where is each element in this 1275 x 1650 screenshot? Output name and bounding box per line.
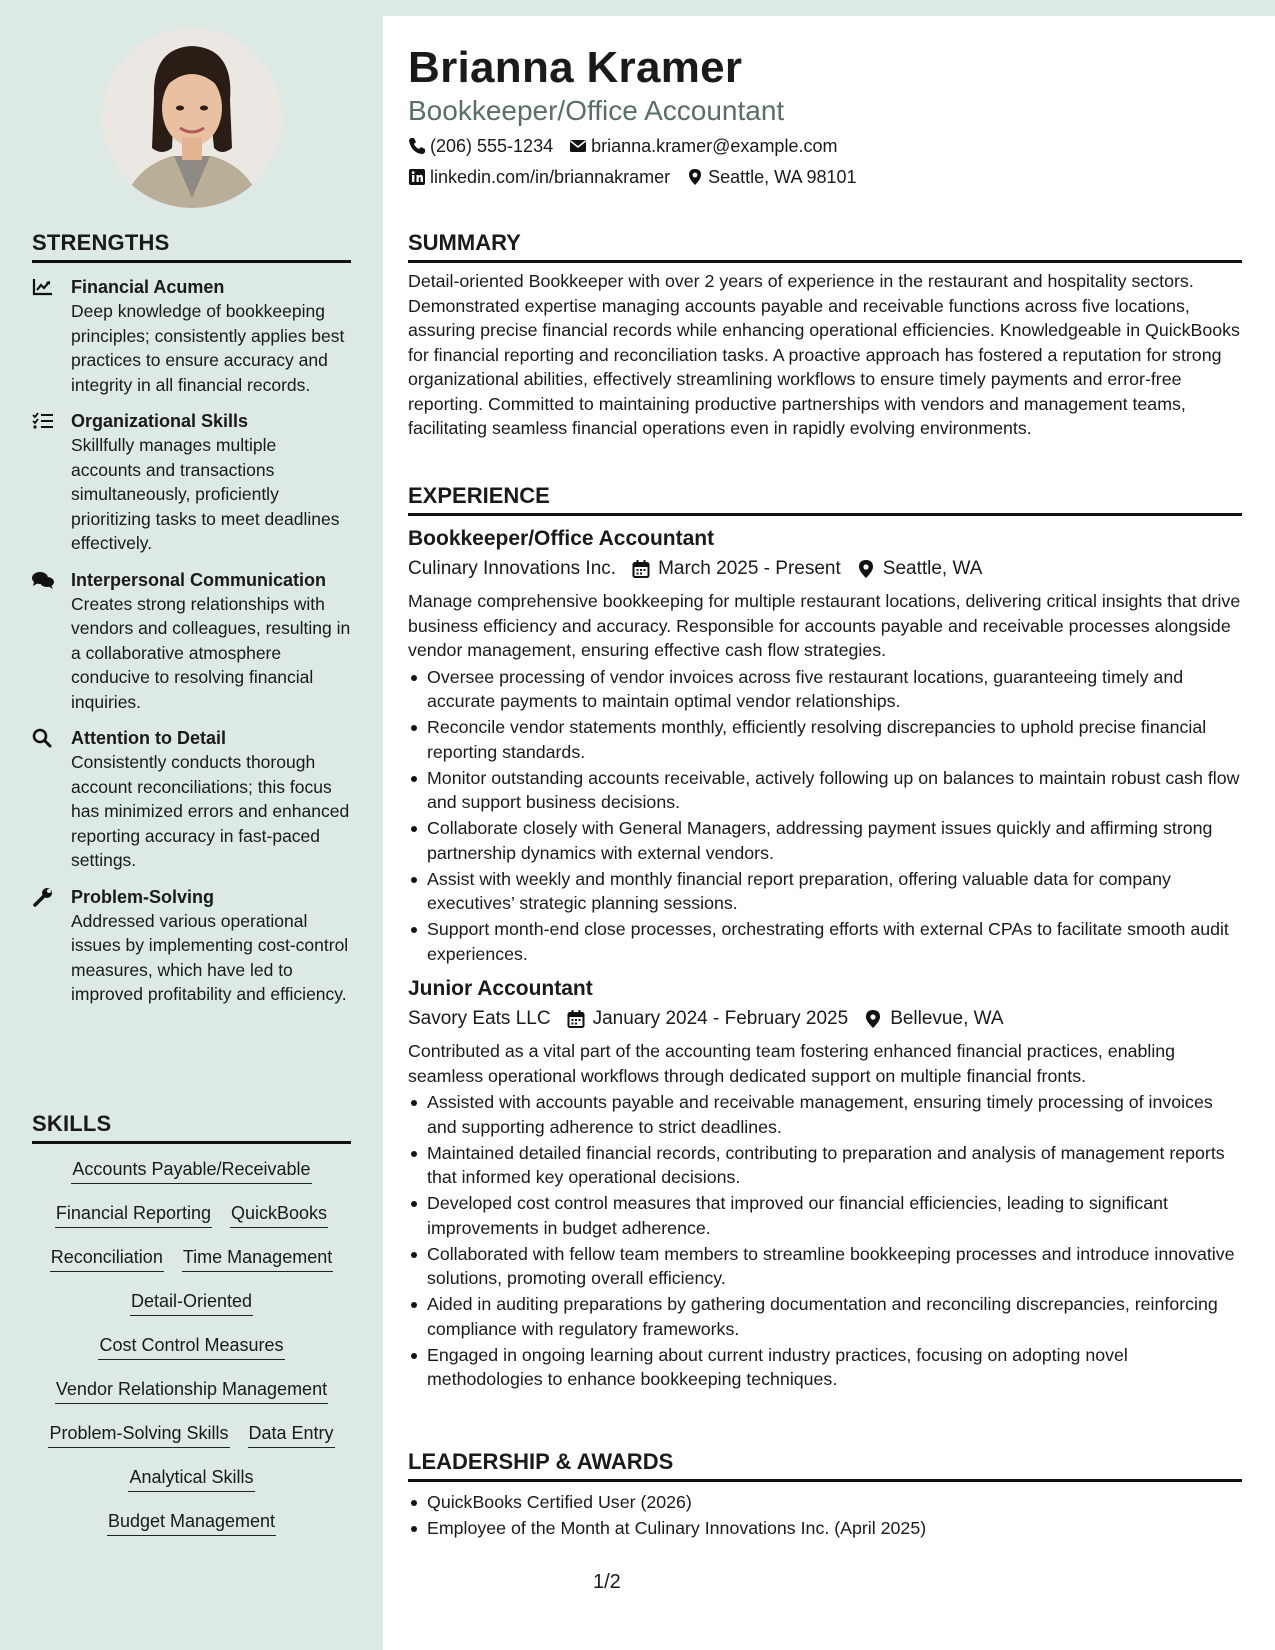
sidebar (0, 0, 383, 1650)
list-item: Collaborate closely with General Managers, addressing payment issues quickly and affirming strong partnership dynamics with external vendors. (408, 816, 1242, 865)
list-item: Maintained detailed financial records, contributing to preparation and analysis of management reports that informed key operational decisions. (408, 1141, 1242, 1190)
strength-desc: Deep knowledge of bookkeeping principles; consistently applies best practices to ensure accuracy and integrity in all financial records. (71, 301, 345, 395)
summary-text: Detail-oriented Bookkeeper with over 2 years of experience in the restaurant and hospitality sectors. Demonstrated expertise managing accounts payable and receivable functions across five locations, assuring precise financial records while enhancing operational efficiencies. Knowledgeable in QuickBooks for financial reporting and reconciliation tasks. A proactive approach has fostered a reputation for strong organizational abilities, effectively streamlining workflows to ensure timely payments and error-free reporting. Committed to maintaining productive partnerships with vendors and management teams, facilitating seamless financial operations even in rapidly evolving environments. (408, 271, 1240, 438)
list-item: Reconcile vendor statements monthly, efficiently resolving discrepancies to uphold precise financial reporting standards. (408, 715, 1242, 764)
skill-tag: Financial Reporting (55, 1200, 212, 1228)
strength-desc: Skillfully manages multiple accounts and transactions simultaneously, proficiently prioritizing tasks to meet deadlines effectively. (71, 435, 340, 553)
strength-title: Organizational Skills (71, 411, 249, 431)
strength-item (32, 568, 351, 715)
phone-item[interactable] (408, 134, 553, 158)
contact-row (408, 165, 873, 189)
linkedin-text: linkedin.com/in/briannakramer (430, 167, 671, 187)
skill-tag: Data Entry (248, 1420, 335, 1448)
list-item: Assist with weekly and monthly financial report preparation, offering valuable data for company executives’ strategic planning sessions. (408, 867, 1242, 916)
skills-heading: SKILLS (32, 1111, 351, 1144)
skill-tag: Reconciliation (50, 1244, 164, 1272)
comments-icon (32, 570, 54, 590)
email-item[interactable] (569, 134, 837, 158)
strength-title: Financial Acumen (71, 277, 225, 297)
job-dates: March 2025 - Present (658, 558, 841, 579)
location-item (686, 165, 856, 189)
job-title: Bookkeeper/Office Accountant (408, 527, 715, 550)
strength-desc: Consistently conducts thorough account reconciliations; this focus has minimized errors and enhanced reporting accuracy in fast-paced settings. (71, 752, 350, 870)
experience-section (408, 483, 1242, 1393)
map-pin-icon (686, 168, 704, 186)
skill-tag: Accounts Payable/Receivable (71, 1156, 311, 1184)
job-location: Seattle, WA (882, 558, 983, 579)
email-text: brianna.kramer@example.com (591, 136, 838, 156)
job-meta (408, 1005, 1242, 1033)
job-entry (408, 975, 1242, 1392)
list-check-icon (32, 411, 54, 431)
skill-tag: Budget Management (107, 1508, 276, 1536)
strength-title: Problem-Solving (71, 886, 215, 907)
skill-tag: Cost Control Measures (98, 1332, 284, 1360)
skills-list (32, 1144, 351, 1546)
phone-text: (206) 555-1234 (430, 136, 554, 156)
list-item: Aided in auditing preparations by gathering documentation and reconciling discrepancies, reinforcing compliance with regulatory frameworks. (408, 1292, 1242, 1341)
candidate-name: Brianna Kramer (408, 43, 743, 92)
awards-section (408, 1449, 1242, 1542)
job-dates: January 2024 - February 2025 (592, 1008, 849, 1029)
strength-desc: Creates strong relationships with vendors and colleagues, resulting in a collaborative atmosphere conducive to resolving financial inquiries. (71, 593, 351, 712)
job-description: Contributed as a vital part of the accounting team fostering enhanced financial practices, enabling seamless operational workflows through dedicated support on multiple financial fronts. (408, 1041, 1176, 1086)
job-description: Manage comprehensive bookkeeping for multiple restaurant locations, delivering critical insights that drive business efficiency and accuracy. Responsible for accounts payable and receivable processes alongside vendor management, ensuring effective cash flow strategies. (408, 591, 1241, 660)
strength-item (32, 275, 351, 397)
strength-title: Interpersonal Communication (71, 569, 327, 590)
location-text: Seattle, WA 98101 (708, 167, 857, 187)
calendar-icon (632, 559, 650, 579)
linkedin-item[interactable] (408, 165, 670, 189)
job-entry (408, 525, 1242, 966)
summary-heading: SUMMARY (408, 230, 1242, 263)
strengths-heading: STRENGTHS (32, 230, 351, 263)
list-item: Engaged in ongoing learning about current industry practices, focusing on adopting novel methodologies to enhance bookkeeping techniques. (408, 1343, 1242, 1392)
job-company: Savory Eats LLC (408, 1008, 551, 1029)
map-pin-icon (857, 559, 875, 579)
strength-item (32, 885, 351, 1007)
experience-heading: EXPERIENCE (408, 483, 1242, 516)
job-bullets (408, 665, 1242, 967)
page-number: 1/2 (593, 1571, 621, 1593)
list-item: Collaborated with fellow team members to streamline bookkeeping processes and introduce innovative solutions, promoting overall efficiency. (408, 1242, 1242, 1291)
skills-section (32, 1111, 351, 1546)
calendar-icon (567, 1009, 585, 1029)
awards-list (408, 1490, 1242, 1541)
wrench-icon (32, 887, 54, 907)
summary-section (408, 230, 1242, 441)
skill-tag: Vendor Relationship Management (55, 1376, 328, 1404)
strengths-section (32, 230, 351, 1007)
phone-icon (408, 137, 426, 155)
skill-tag: Detail-Oriented (130, 1288, 253, 1316)
job-company: Culinary Innovations Inc. (408, 558, 617, 579)
linkedin-icon (408, 168, 426, 186)
map-pin-icon (864, 1009, 882, 1029)
strength-title: Attention to Detail (71, 728, 226, 748)
contact-row (408, 134, 853, 158)
list-item: Monitor outstanding accounts receivable, actively following up on balances to maintain robust cash flow and support business decisions. (408, 766, 1242, 815)
list-item: QuickBooks Certified User (2026) (408, 1490, 1242, 1515)
list-item: Oversee processing of vendor invoices across five restaurant locations, guaranteeing timely and accurate payments to maintain optimal vendor relationships. (408, 665, 1242, 714)
list-item: Developed cost control measures that improved our financial efficiencies, leading to significant improvements in budget adherence. (408, 1191, 1242, 1240)
skill-tag: Time Management (182, 1244, 333, 1272)
candidate-title: Bookkeeper/Office Accountant (408, 95, 785, 126)
strength-item (32, 726, 351, 873)
skill-tag: Analytical Skills (128, 1464, 254, 1492)
job-location: Bellevue, WA (890, 1008, 1004, 1029)
list-item: Support month-end close processes, orchestrating efforts with external CPAs to facilitate smooth audit experiences. (408, 917, 1242, 966)
job-title: Junior Accountant (408, 977, 593, 1000)
envelope-icon (569, 137, 587, 155)
skill-tag: Problem-Solving Skills (48, 1420, 229, 1448)
list-item: Employee of the Month at Culinary Innovations Inc. (April 2025) (408, 1516, 1242, 1541)
search-icon (32, 728, 54, 748)
strength-desc: Addressed various operational issues by implementing cost-control measures, which have led to improved profitability and efficiency. (71, 910, 349, 1004)
strength-item (32, 409, 351, 556)
profile-photo (102, 28, 282, 208)
job-meta (408, 555, 1242, 583)
skill-tag: QuickBooks (230, 1200, 328, 1228)
awards-heading: LEADERSHIP & AWARDS (408, 1449, 1242, 1482)
chart-line-icon (32, 277, 54, 297)
list-item: Assisted with accounts payable and receivable management, ensuring timely processing of invoices and supporting adherence to strict deadlines. (408, 1090, 1242, 1139)
job-bullets (408, 1090, 1242, 1392)
main-content (383, 16, 1275, 1650)
